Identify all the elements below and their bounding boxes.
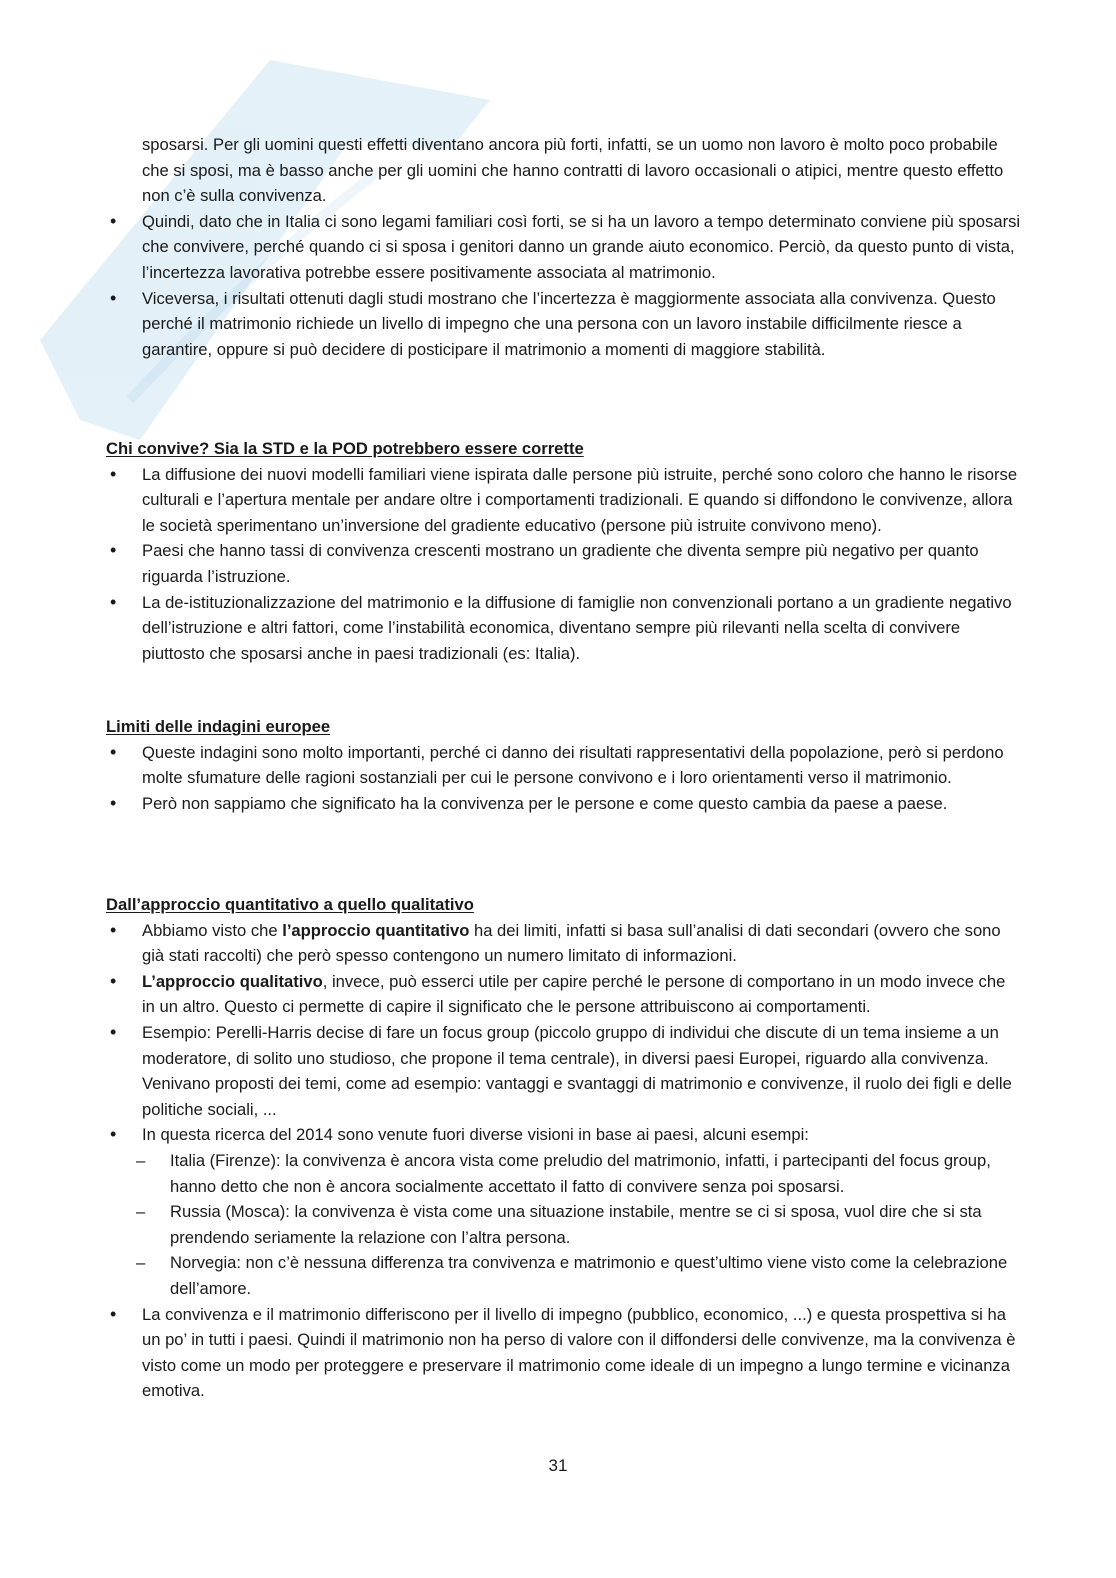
section-limiti-indagini [106,714,1021,816]
bullet-list [106,462,1021,667]
bullet-item: • Però non sappiamo che significato ha la convivenza per le persone e come questo cambia da paese a paese. [106,791,1021,817]
bullet-item: • La diffusione dei nuovi modelli familiari viene ispirata dalle persone più istruite, perché sono coloro che hanno le risorse culturali e l’apertura mentale per andare oltre i comportamenti tradizionali. E quando si diffondono le convivenze, allora le società sperimentano un’inversione del gradiente educativo (persone più istruite convivono meno). [106,462,1021,539]
bullet-item [106,969,1021,1020]
bullet-item [106,918,1021,969]
bullet-item [106,1122,1021,1301]
bold-term: L’approccio qualitativo [142,971,323,991]
bold-term: l’approccio quantitativo [282,920,470,940]
section-unemployment-effects [106,132,1021,362]
section-chi-convive [106,436,1021,666]
text-run: In questa ricerca del 2014 sono venute fuori diverse visioni in base ai paesi, alcuni esempi: [142,1125,809,1145]
bullet-item: • Viceversa, i risultati ottenuti dagli studi mostrano che l’incertezza è maggiormente associata alla convivenza. Questo perché il matrimonio richiede un livello di impegno che una persona con un lavoro instabile difficilmente riesce a garantire, oppure si può decidere di posticipare il matrimonio a momenti di maggiore stabilità. [106,286,1021,363]
bullet-item: • La de-istituzionalizzazione del matrimonio e la diffusione di famiglie non convenzionali portano a un gradiente negativo dell’istruzione e altri fattori, come l’instabilità economica, diventano sempre più rilevanti nella scelta di convivere piuttosto che sposarsi anche in paesi tradizionali (es: Italia). [106,590,1021,667]
bullet-item: • La convivenza e il matrimonio differiscono per il livello di impegno (pubblico, economico, ...) e questa prospettiva si ha un po’ in tutti i paesi. Quindi il matrimonio non ha perso di valore con il diffondersi delle convivenze, ma la convivenza è visto come un modo per proteggere e preservare il matrimonio come ideale di un impegno a lungo termine e vicinanza emotiva. [106,1302,1021,1404]
dash-item: – Norvegia: non c’è nessuna differenza tra convivenza e matrimonio e quest’ultimo viene visto come la celebrazione dell’amore. [106,1250,1021,1301]
page-number: 31 [548,1456,568,1475]
dash-item: – Italia (Firenze): la convivenza è ancora vista come preludio del matrimonio, infatti, i partecipanti del focus group, hanno detto che non è ancora socialmente accettato il fatto di convivere senza poi sposarsi. [106,1148,1021,1199]
text-run: ha dei limiti, infatti si basa sull’analisi di dati secondari (ovvero che sono già stati raccolti) che però spesso contengono un numero limitato di informazioni. [142,920,1001,966]
bullet-item: • Quindi, dato che in Italia ci sono legami familiari così forti, se si ha un lavoro a tempo determinato conviene più sposarsi che convivere, perché quando ci si sposa i genitori danno un grande aiuto economico. Perciò, da questo punto di vista, l’incertezza lavorativa potrebbe essere positivamente associata al matrimonio. [106,209,1021,286]
text-run: Abbiamo visto che [142,920,283,940]
paragraph-continuation: sposarsi. Per gli uomini questi effetti diventano ancora più forti, infatti, se un uomo non lavoro è molto poco probabile che si sposi, ma è basso anche per gli uomini che hanno contratti di lavoro occasionali o atipici, mentre questo effetto non c’è sulla convivenza. [142,135,1004,206]
bullet-item: • Queste indagini sono molto importanti, perché ci danno dei risultati rappresentativi della popolazione, però si perdono molte sfumature delle ragioni sostanziali per cui le persone convivono e i loro orientamenti verso il matrimonio. [106,740,1021,791]
bullet-list [106,209,1021,363]
dash-item: – Russia (Mosca): la convivenza è vista come una situazione instabile, mentre se ci si sposa, vuol dire che si sta prendendo seriamente la relazione con l’altra persona. [106,1199,1021,1250]
text-run: , invece, può esserci utile per capire perché le persone di comportano in un modo invece che in un altro. Questo ci permette di capire il significato che le persone attribuiscono ai comportamenti. [142,971,1006,1017]
section-heading: Dall’approccio quantitativo a quello qualitativo [106,895,474,914]
bullet-list [106,740,1021,817]
section-heading: Chi convive? Sia la STD e la POD potrebbero essere corrette [106,439,584,458]
bullet-item: • Paesi che hanno tassi di convivenza crescenti mostrano un gradiente che diventa sempre più negativo per quanto riguarda l’istruzione. [106,538,1021,589]
bullet-list [106,918,1021,1404]
bullet-item: • Esempio: Perelli-Harris decise di fare un focus group (piccolo gruppo di individui che discute di un tema insieme a un moderatore, di solito uno studioso, che propone il tema centrale), in diversi paesi Europei, riguardo alla convivenza. Venivano proposti dei temi, come ad esempio: vantaggi e svantaggi di matrimonio e convivenze, il ruolo dei figli e delle politiche sociali, ... [106,1020,1021,1122]
dash-list [106,1148,1021,1302]
section-heading: Limiti delle indagini europee [106,717,331,736]
section-approccio [106,892,1021,1404]
